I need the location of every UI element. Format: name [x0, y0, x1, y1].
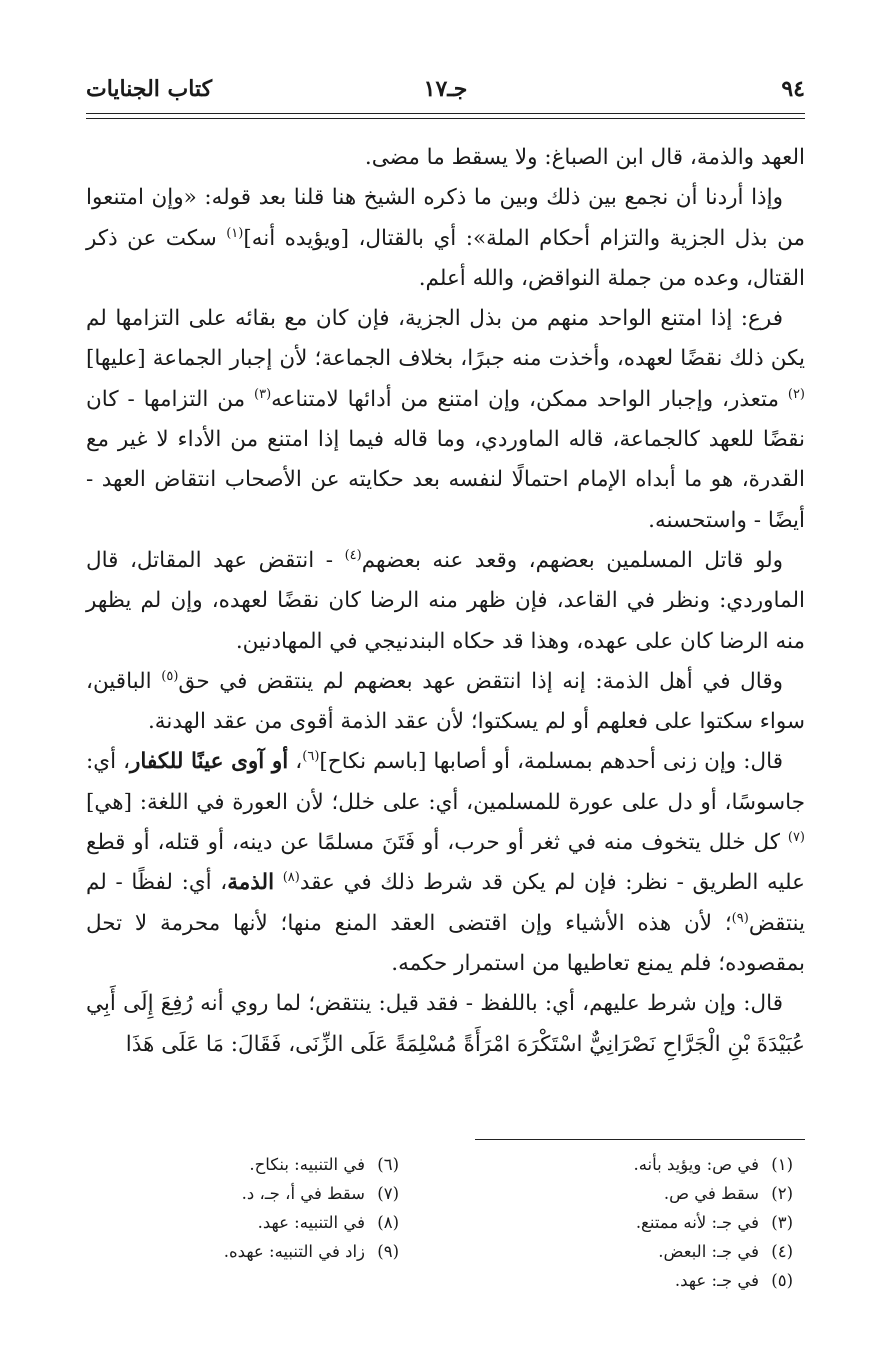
paragraph: [86, 541, 805, 662]
matn-text: الذمة: [227, 870, 275, 896]
paragraph: [86, 138, 805, 178]
text-run: من التزامها - كان نقضًا للعهد كالجماعة، قاله الماوردي، وما قاله فيما إذا امتنع من الأداء لا غير مع القدرة، هو ما أبداه الإمام احتمالًا لنفسه بعد حكايته عن الأصحاب انتقاض العهد - أيضًا - واستحسنه.: [86, 386, 805, 533]
footnote-item: [99, 1208, 399, 1237]
footnote-number: (٢): [771, 1184, 793, 1203]
footnote-number: (٨): [377, 1213, 399, 1232]
footnote-number: (٥): [771, 1271, 793, 1290]
footnote-item: [493, 1179, 793, 1208]
footnote-number: (٩): [377, 1242, 399, 1261]
text-run: ، أي: جاسوسًا، أو دل على عورة للمسلمين، أي: على خلل؛ لأن العورة في اللغة: [هي]: [86, 749, 805, 815]
footnote-ref[interactable]: (٥): [161, 668, 179, 684]
footnotes-column-left: [99, 1150, 399, 1266]
footnote-ref[interactable]: (٦): [302, 749, 320, 765]
footnotes-column-right: [493, 1150, 793, 1295]
text-run: [274, 870, 283, 895]
paragraph: [86, 299, 805, 541]
text-run: ؛ لأن هذه الأشياء وإن اقتضى العقد المنع منها؛ لأنها محرمة لا تحل بمقصوده؛ فلم يمنع تعاطيها من استمرار حكمه.: [86, 910, 805, 976]
footnote-item: [493, 1237, 793, 1266]
footnote-ref[interactable]: (٩): [731, 910, 749, 926]
footnote-text: في جـ: لأنه ممتنع.: [635, 1213, 759, 1232]
text-run: الباقين، سواء سكتوا على فعلهم أو لم يسكتوا؛ لأن عقد الذمة أقوى من عقد الهدنة.: [86, 668, 805, 735]
footnote-text: في التنبيه: عهد.: [257, 1213, 365, 1232]
text-run: سكت عن ذكر القتال، وعده من جملة النواقض، والله أعلم.: [86, 225, 805, 291]
page-number: ٩٤: [781, 76, 805, 102]
footnote-text: في جـ: عهد.: [674, 1271, 759, 1290]
footnote-ref[interactable]: (٨): [282, 870, 300, 886]
text-run: وإذا أردنا أن نجمع بين ذلك وبين ما ذكره الشيخ هنا قلنا بعد قوله: «وإن امتنعوا من بذل الجزية والتزام أحكام الملة»: أي بالقتال، [ويؤيده أنه]: [86, 185, 805, 251]
footnote-item: [99, 1237, 399, 1266]
paragraph: [86, 984, 805, 1065]
footnote-number: (٣): [771, 1213, 793, 1232]
footnote-text: في جـ: البعض.: [658, 1242, 759, 1261]
footnote-text: سقط في ص.: [663, 1184, 759, 1203]
text-run: فرع: إذا امتنع الواحد منهم من بذل الجزية، فإن كان مع بقائه على التزامها لم يكن ذلك نقضًا لعهده، وأخذت منه جبرًا، بخلاف الجماعة؛ لأن إجبار الجماعة [عليها]: [86, 306, 805, 372]
footnote-item: [493, 1150, 793, 1179]
footnote-item: [493, 1208, 793, 1237]
footnote-ref[interactable]: (٤): [344, 547, 362, 563]
header-rule-thin: [86, 118, 805, 119]
footnote-text: في ص: ويؤيد بأنه.: [633, 1155, 759, 1174]
text-run: قال: وإن شرط عليهم، أي: باللفظ - فقد قيل: ينتقض؛ لما روي أنه رُفِعَ إِلَى أَبِي عُبَيْدَةَ بْنِ الْجَرَّاحِ نَصْرَانِيٌّ اسْتَكْرَهَ امْرَأَةً مُسْلِمَةً عَلَى الزِّنَى، فَقَالَ: مَا عَلَى هَذَا: [86, 991, 805, 1057]
text-run: قال: وإن زنى أحدهم بمسلمة، أو أصابها [باسم نكاح]: [319, 749, 783, 775]
page-header: [86, 74, 805, 106]
footnote-item: [99, 1150, 399, 1179]
footnote-text: سقط في أ، جـ، د.: [241, 1184, 365, 1203]
text-run: - انتقض عهد المقاتل، قال الماوردي: ونظر في القاعد، فإن ظهر منه الرضا كان نقضًا لعهده، وإن لم يظهر منه الرضا كان على عهده، وهذا قد حكاه البندنيجي في المهادنين.: [86, 547, 805, 654]
footnote-ref[interactable]: (١): [226, 225, 244, 241]
footnote-rule: [475, 1139, 805, 1140]
book-title: كتاب الجنايات: [86, 76, 213, 102]
footnote-item: [493, 1266, 793, 1295]
volume-label: جـ١٧: [423, 76, 468, 102]
text-run: ،: [288, 749, 303, 775]
footnote-number: (١): [771, 1155, 793, 1174]
text-run: العهد والذمة، قال ابن الصباغ: ولا يسقط ما مضى.: [364, 145, 805, 170]
footnote-text: في التنبيه: بنكاح.: [249, 1155, 365, 1174]
footnote-item: [99, 1179, 399, 1208]
main-text: [86, 138, 805, 1065]
header-rule-thick: [86, 113, 805, 114]
text-run: ، أي: لفظًا - لم ينتقض: [86, 870, 805, 936]
paragraph: [86, 742, 805, 984]
footnote-number: (٤): [771, 1242, 793, 1261]
text-run: ولو قاتل المسلمين بعضهم، وقعد عنه بعضهم: [361, 547, 784, 573]
matn-text: أو آوى عينًا للكفار: [130, 749, 289, 775]
footnote-ref[interactable]: (٣): [254, 386, 272, 402]
footnote-ref[interactable]: (٧): [787, 830, 805, 846]
paragraph: [86, 178, 805, 299]
footnote-ref[interactable]: (٢): [787, 386, 805, 402]
text-run: كل خلل يتخوف منه في ثغر أو حرب، أو فَتَنَ مسلمًا عن دينه، أو قتله، أو قطع عليه الطريق - نظر: فإن لم يكن قد شرط ذلك في عقد: [86, 830, 805, 896]
text-run: متعذر، وإجبار الواحد ممكن، وإن امتنع من أدائها لامتناعه: [271, 386, 788, 412]
footnote-number: (٦): [377, 1155, 399, 1174]
paragraph: [86, 662, 805, 743]
footnote-number: (٧): [377, 1184, 399, 1203]
text-run: وقال في أهل الذمة: إنه إذا انتقض عهد بعضهم لم ينتقض في حق: [178, 668, 784, 694]
footnote-text: زاد في التنبيه: عهده.: [223, 1242, 365, 1261]
